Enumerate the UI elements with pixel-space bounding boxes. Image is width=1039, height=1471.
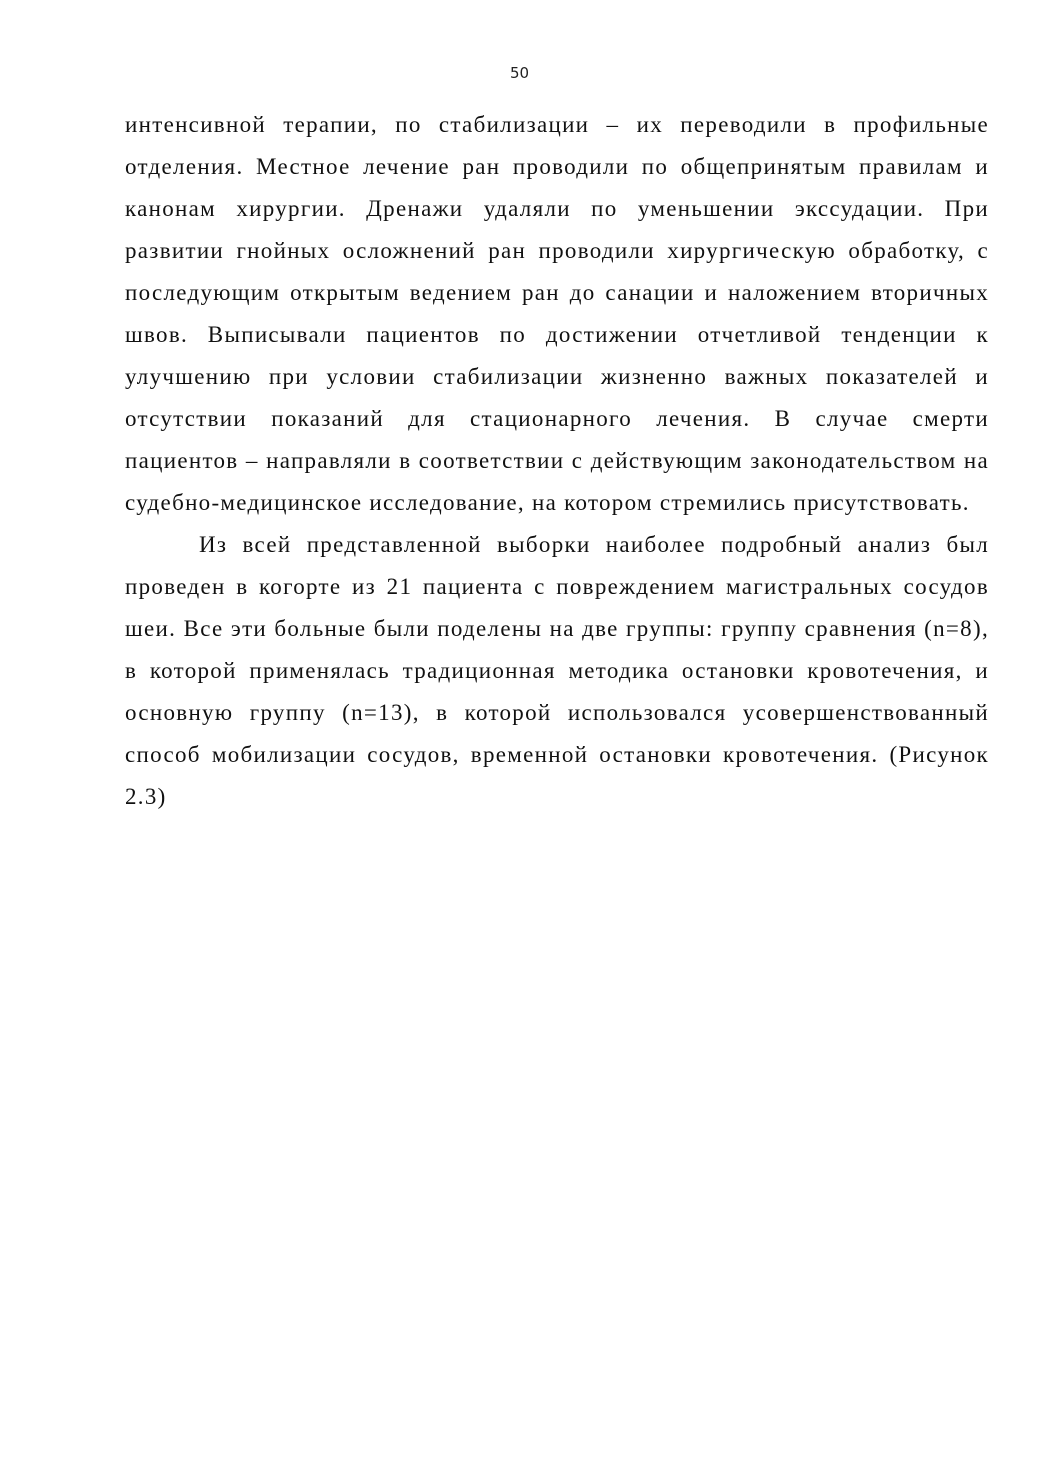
body-text <box>125 104 989 818</box>
page-number: 50 <box>509 64 530 82</box>
paragraph-continued: интенсивной терапии, по стабилизации – их переводили в профильные отделения. Местное лечение ран проводили по общепринятым правилам и канонам хирургии. Дренажи удаляли по уменьшении экссудации. При развитии гнойных осложнений ран проводили хирургическую обработку, с последующим открытым ведением ран до санации и наложением вторичных швов. Выписывали пациентов по достижении отчетливой тенденции к улучшению при условии стабилизации жизненно важных показателей и отсутствии показаний для стационарного лечения. В случае смерти пациентов – направляли в соответствии с действующим законодательством на судебно-медицинское исследование, на котором стремились присутствовать. <box>125 112 989 515</box>
paragraph-cohort-analysis: Из всей представленной выборки наиболее подробный анализ был проведен в когорте из 21 пациента с повреждением магистральных сосудов шеи. Все эти больные были поделены на две группы: группу сравнения (n=8), в которой применялась традиционная методика остановки кровотечения, и основную группу (n=13), в которой использовался усовершенствованный способ мобилизации сосудов, временной остановки кровотечения. (Рисунок 2.3) <box>125 532 989 809</box>
